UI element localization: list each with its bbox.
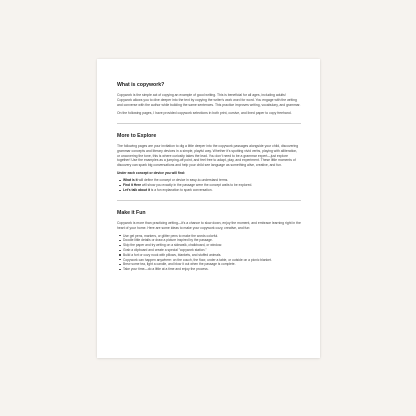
list-item-text: will define the concept or device in easy-to-understand terms. [137,178,229,183]
list-item: Use gel pens, markers, or glitter pens to make the words colorful. [123,234,301,239]
list-item-text: will show you exactly in the passage were the concept waits to be explored. [141,183,253,188]
paragraph: The following pages are your invitation to dig a little deeper into the copywork passages alongside your child, discovering grammar concepts and literary devices in a simple, playful way. Whether it's spotting vivid verbs, playing with alliteration, or uncovering the tone, this is where curiosity takes the lead. You don't need to be a grammar expert—just explore together! Use the examples as a jumping-off point, and feel free to adapt, play, and experiment. These little moments of discovery can spark big conversations and help your child see language as something alive, creative, and fun. [117,143,299,168]
list-item: Take your time—do a little at a time and enjoy the process. [123,267,301,272]
document-page [97,59,320,358]
list-item: Skip the paper and try writing on a sidewalk, chalkboard, or window. [123,243,301,248]
paragraph: Copywork is more than practicing writing—it's a chance to slow down, enjoy the moment, and embrace learning right in the heart of your home. Here are some ideas to make your copywork cozy, creative, and fun: [117,220,301,230]
section-title: Make it Fun [117,209,146,216]
section-title: What is copywork? [117,82,165,88]
list-item: Grab a clipboard and create a special "copywork station." [123,248,301,253]
section-explore [117,133,301,193]
list-item-term: Find it Here [123,183,142,188]
section-divider [117,200,301,201]
list-subhead: Under each concept or device you will find: [117,171,185,176]
list-item: Brew some tea, light a candle, and blow it out when the passage is complete. [123,262,301,267]
concept-list [117,178,301,192]
section-fun [117,210,301,272]
list-item-term: Let's talk about it [123,187,150,192]
section-divider [117,123,301,124]
list-item: Copywork can happen anywhere: on the couch, the floor, under a table, or outside on a picnic blanket. [123,258,301,263]
list-item: Build a fort or cozy nook with pillows, blankets, and stuffed animals. [123,253,301,258]
paragraph: On the following pages, I have provided copywork selections in both print, cursive, and lined paper to copy freehand. [117,110,292,115]
section-title: More to Explore [117,132,157,139]
list-item-text: is a fun explanation to spark conversation. [149,187,213,192]
list-item [123,188,301,193]
section-copywork [117,82,301,116]
paragraph: Copywork is the simple act of copying an example of good writing. This is beneficial for all ages, including adults! Copywork allows you to dive deeper into the text by copying the writer's work word for word. You engage with the writing and converse with the author while building the same sentences. This practice improves writing, vocabulary, and grammar. [117,93,301,107]
list-item-term: What is it [123,178,138,183]
list-item: Doodle little details or draw a picture inspired by the passage. [123,238,301,243]
ideas-list [117,234,301,272]
